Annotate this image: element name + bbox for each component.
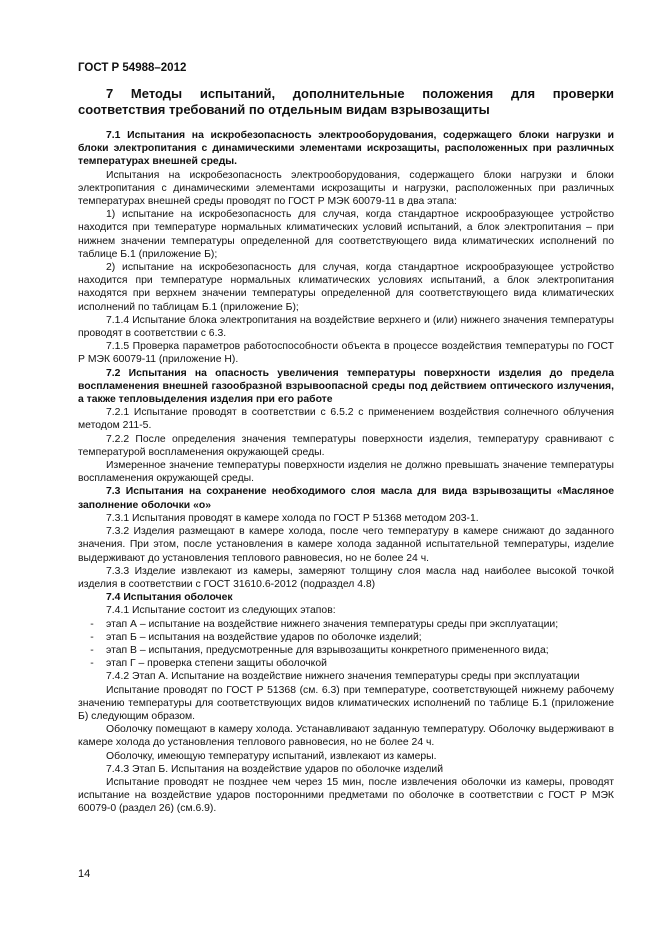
paragraph: Оболочку помещают в камеру холода. Устанавливают заданную температуру. Оболочку выдерживают в камере холода до установления теплового равновесия, но не более 24 ч. xyxy=(78,724,614,749)
list-item-text: этап Б – испытания на воздействие ударов по оболочке изделий; xyxy=(106,631,422,643)
list-dash: - xyxy=(90,618,94,630)
list-dash: - xyxy=(90,644,94,656)
paragraph xyxy=(78,644,614,657)
page-number: 14 xyxy=(78,868,91,880)
list-item-text: этап Г – проверка степени защиты оболочкой xyxy=(106,658,327,670)
paragraph: 7.1 Испытания на искробезопасность электрооборудования, содержащего блоки нагрузки и блоки электропитания с динамическими элементами искрозащиты, расположенных при различных температурах внешней среды. xyxy=(78,130,614,168)
list-dash: - xyxy=(90,658,94,670)
paragraph: Испытания на искробезопасность электрооборудования, содержащего блоки нагрузки и блоки электропитания с динамическими элементами искрозащиты и нагрузки, расположенных при различных температурах внешней среды проводят по ГОСТ Р МЭК 60079-11 в два этапа: xyxy=(78,169,614,208)
paragraph: 7.3.2 Изделия размещают в камере холода, после чего температуру в камере снижают до заданного значения. При этом, после установления в камере холода заданной испытательной температуры, изделие выдерживают до установления теплового равновесия, но не более 24 ч. xyxy=(78,526,614,564)
paragraph: 7.3 Испытания на сохранение необходимого слоя масла для вида взрывозащиты «Масляное заполнение оболочки «о» xyxy=(78,486,614,511)
paragraph: 7.4.2 Этап А. Испытание на воздействие нижнего значения температуры среды при эксплуатации xyxy=(106,671,580,683)
paragraph: 7.4 Испытания оболочек xyxy=(106,592,233,604)
paragraph: Оболочку, имеющую температуру испытаний, извлекают из камеры. xyxy=(106,750,437,762)
paragraph: Испытание проводят по ГОСТ Р 51368 (см. 6.3) при температуре, соответствующей нижнему рабочему значению температуры для соответствующих видов климатических исполнений по таблице Б.1 (приложение Б) следующим образом. xyxy=(78,684,614,722)
paragraph: 7.4.3 Этап Б. Испытания на воздействие ударов по оболочке изделий xyxy=(106,763,444,775)
paragraph: 7.2.2 После определения значения температуры поверхности изделия, температуру сравнивают с температурой воспламенения окружающей среды. xyxy=(78,433,614,458)
standard-code-header: ГОСТ Р 54988–2012 xyxy=(78,62,187,74)
paragraph: 7.4.1 Испытание состоит из следующих этапов: xyxy=(106,605,336,617)
list-item-text: этап А – испытание на воздействие нижнего значения температуры среды при эксплуатации; xyxy=(106,618,559,630)
list-item-text: этап В – испытания, предусмотренные для взрывозащиты конкретного примененного вида; xyxy=(106,644,549,656)
paragraph: 7.2.1 Испытание проводят в соответствии с 6.5.2 с применением воздействия солнечного облучения методом 211-5. xyxy=(78,407,614,432)
paragraph xyxy=(78,631,614,644)
paragraph: Испытание проводят не позднее чем через 15 мин, после извлечения оболочки из камеры, проводят испытание на воздействие ударов посторонними предметами по оболочке в соответствии с ГОСТ Р МЭК 60079-0 (раздел 26) (см.6.9). xyxy=(78,776,614,815)
document-body xyxy=(78,129,614,816)
paragraph: 7.3.3 Изделие извлекают из камеры, замеряют толщину слоя масла над наиболее высокой точкой изделия в соответствии с ГОСТ 31610.6-2012 (подраздел 4.8) xyxy=(78,565,614,590)
paragraph: 2) испытание на искробезопасность для случая, когда стандартное искрообразующее устройство находится при температуре нормальных климатических условиях испытаний, а блок электропитания находятся при верхнем значении температуры определенной для соответствующего вида климатических исполнений по таблицам Б.1 (приложение Б); xyxy=(78,262,614,313)
paragraph: 7.1.5 Проверка параметров работоспособности объекта в процессе воздействия температуры по ГОСТ Р МЭК 60079-11 (приложение Н). xyxy=(78,341,614,366)
section-title: 7 Методы испытаний, дополнительные положения для проверки соответствия требований по отдельным видам взрывозащиты xyxy=(78,86,614,117)
list-dash: - xyxy=(90,631,94,643)
paragraph xyxy=(78,657,614,670)
paragraph: 7.2 Испытания на опасность увеличения температуры поверхности изделия до предела воспламенения внешней газообразной взрывоопасной среды под действием оптического излучения, а также тепловыделения изделия при его работе xyxy=(78,367,614,406)
paragraph: 7.1.4 Испытание блока электропитания на воздействие верхнего и (или) нижнего значения температуры проводят в соответствии с 6.3. xyxy=(78,314,614,340)
paragraph: 1) испытание на искробезопасность для случая, когда стандартное искрообразующее устройство находится при температуре нормальных климатических условий испытаний, а блок электропитания – при нижнем значении температуры определенной для соответствующего вида климатических исполнений по таблице Б.1 (приложение Б); xyxy=(78,209,614,260)
paragraph xyxy=(78,618,614,631)
paragraph: Измеренное значение температуры поверхности изделия не должно превышать значение температуры воспламенения окружающей среды. xyxy=(78,460,614,485)
paragraph: 7.3.1 Испытания проводят в камере холода по ГОСТ Р 51368 методом 203-1. xyxy=(106,512,479,524)
